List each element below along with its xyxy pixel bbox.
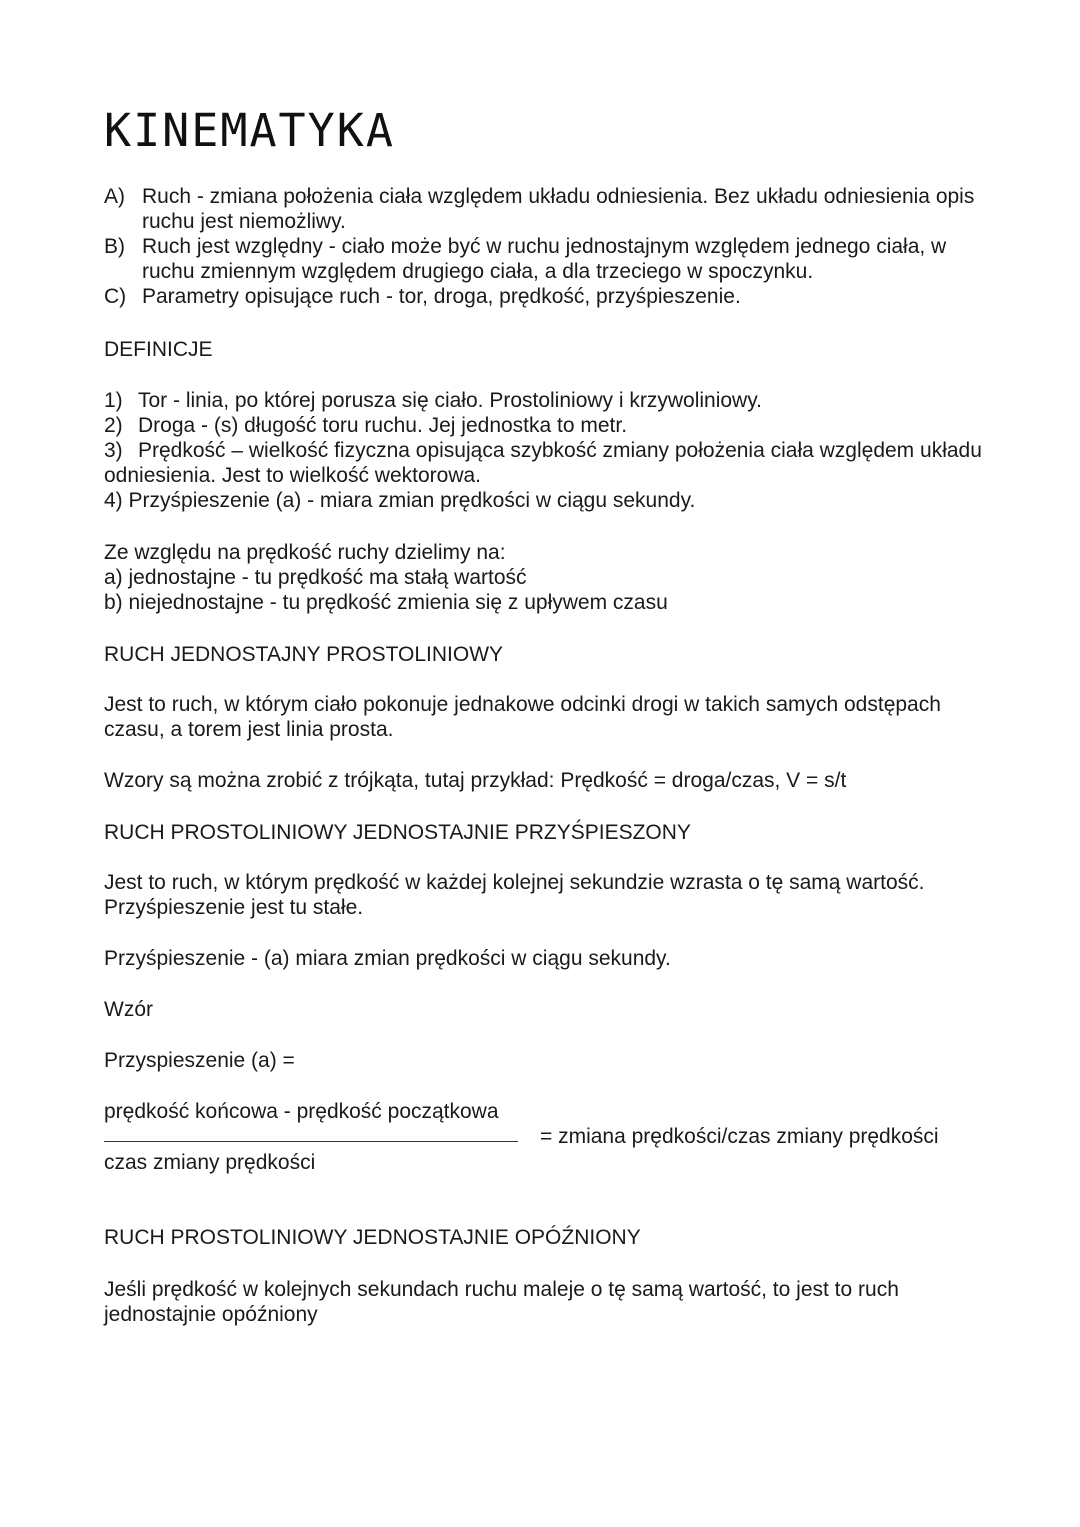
list-marker: A) bbox=[104, 185, 125, 208]
list-marker: 4) bbox=[104, 489, 123, 512]
list-marker: B) bbox=[104, 235, 125, 258]
page-title: KINEMATYKA bbox=[104, 104, 395, 157]
intro-list bbox=[104, 184, 984, 309]
definition-item bbox=[104, 413, 984, 438]
paragraph: Jest to ruch, w którym prędkość w każdej kolejnej sekundzie wzrasta o tę samą wartość. Przyśpieszenie jest tu stałe. bbox=[104, 871, 925, 919]
fraction-formula bbox=[104, 1097, 984, 1177]
paragraph: Jest to ruch, w którym ciało pokonuje jednakowe odcinki drogi w takich samych odstępach czasu, a torem jest linia prosta. bbox=[104, 693, 941, 741]
definition-text: Tor - linia, po której porusza się ciało. Prostoliniowy i krzywoliniowy. bbox=[138, 389, 763, 412]
fraction-line bbox=[104, 1141, 518, 1142]
list-marker: 3) bbox=[104, 439, 123, 462]
section-heading: RUCH PROSTOLINIOWY JEDNOSTAJNIE OPÓŹNIONY bbox=[104, 1226, 641, 1249]
list-item-text: Ruch - zmiana położenia ciała względem układu odniesienia. Bez układu odniesienia opis ruchu jest niemożliwy. bbox=[142, 185, 975, 233]
classification-item: b) niejednostajne - tu prędkość zmienia się z upływem czasu bbox=[104, 591, 668, 614]
paragraph: Przyśpieszenie - (a) miara zmian prędkości w ciągu sekundy. bbox=[104, 947, 671, 970]
definition-item bbox=[104, 488, 984, 513]
paragraph: Wzory są można zrobić z trójkąta, tutaj przykład: Prędkość = droga/czas, V = s/t bbox=[104, 769, 847, 792]
section-heading: RUCH PROSTOLINIOWY JEDNOSTAJNIE PRZYŚPIESZONY bbox=[104, 821, 691, 844]
list-item bbox=[104, 284, 984, 309]
fraction-equals: = zmiana prędkości/czas zmiany prędkości bbox=[540, 1125, 939, 1148]
definition-item bbox=[104, 388, 984, 413]
section-heading: RUCH JEDNOSTAJNY PROSTOLINIOWY bbox=[104, 643, 504, 666]
fraction-numerator: prędkość końcowa - prędkość początkowa bbox=[104, 1100, 499, 1123]
classification-block bbox=[104, 540, 984, 615]
classification-intro: Ze względu na prędkość ruchy dzielimy na: bbox=[104, 541, 506, 564]
classification-item: a) jednostajne - tu prędkość ma stałą wartość bbox=[104, 566, 527, 589]
fraction-denominator: czas zmiany prędkości bbox=[104, 1151, 316, 1174]
definition-text: Prędkość – wielkość fizyczna opisująca szybkość zmiany położenia ciała względem układu odniesienia. Jest to wielkość wektorowa. bbox=[104, 439, 982, 487]
list-item-text: Ruch jest względny - ciało może być w ruchu jednostajnym względem jednego ciała, w ruchu zmiennym względem drugiego ciała, a dla trzeciego w spoczynku. bbox=[142, 235, 947, 283]
definitions-heading: DEFINICJE bbox=[104, 338, 213, 361]
list-marker: 1) bbox=[104, 389, 123, 412]
definition-text: Przyśpieszenie (a) - miara zmian prędkości w ciągu sekundy. bbox=[128, 489, 696, 512]
definitions-list bbox=[104, 388, 984, 513]
list-item bbox=[104, 184, 984, 234]
list-marker: 2) bbox=[104, 414, 123, 437]
definition-item bbox=[104, 438, 984, 488]
definition-text: Droga - (s) długość toru ruchu. Jej jednostka to metr. bbox=[138, 414, 628, 437]
list-marker: C) bbox=[104, 285, 127, 308]
list-item bbox=[104, 234, 984, 284]
paragraph: Jeśli prędkość w kolejnych sekundach ruchu maleje o tę samą wartość, to jest to ruch jednostajnie opóźniony bbox=[104, 1278, 899, 1326]
formula-lhs: Przyspieszenie (a) = bbox=[104, 1049, 295, 1072]
list-item-text: Parametry opisujące ruch - tor, droga, prędkość, przyśpieszenie. bbox=[142, 285, 741, 308]
formula-label: Wzór bbox=[104, 998, 153, 1021]
